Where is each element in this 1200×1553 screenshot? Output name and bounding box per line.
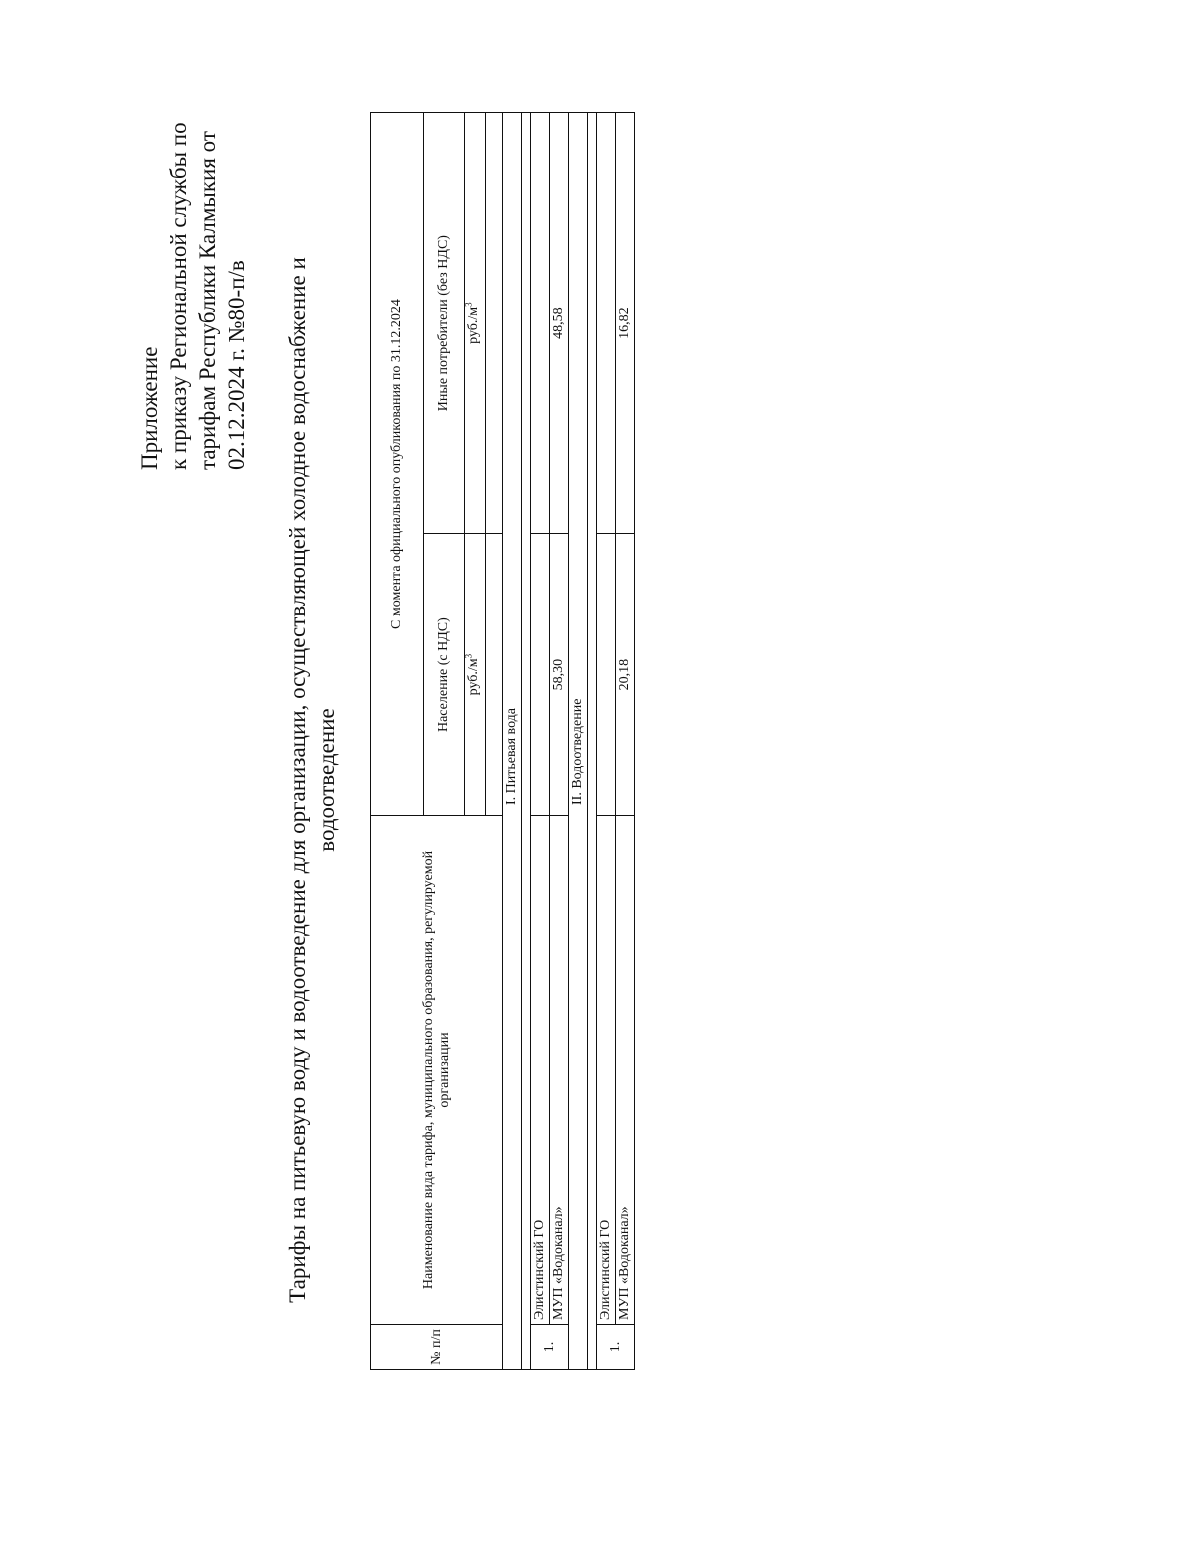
table-row (531, 113, 550, 1370)
header-number: № п/п (371, 1325, 503, 1370)
section-title-text: II. Водоотведение (570, 698, 585, 805)
header-unit (465, 113, 486, 534)
rotated-document-page (135, 90, 695, 1470)
empty-cell (597, 113, 616, 534)
header-unit (465, 534, 486, 816)
section-row (503, 113, 522, 1370)
header-other-consumers: Иные потребители (без НДС) (424, 113, 465, 534)
table-row (616, 113, 635, 1370)
table-row (550, 113, 569, 1370)
spacer-cell (486, 113, 503, 534)
municipality-name: Элистинский ГО (531, 816, 550, 1325)
empty-cell (597, 534, 616, 816)
unit-text: руб./м (466, 306, 481, 344)
header-period: С момента официального опубликования по 31.12.2024 (371, 113, 424, 816)
section-title (503, 113, 522, 1370)
population-tariff: 58,30 (550, 534, 569, 816)
document-title (283, 90, 341, 1470)
unit-superscript: 3 (463, 302, 474, 307)
row-number: 1. (531, 1325, 569, 1370)
organization-name: МУП «Водоканал» (616, 816, 635, 1325)
population-tariff: 20,18 (616, 534, 635, 816)
document-title-line: водоотведение (314, 708, 339, 852)
spacer-cell (522, 113, 531, 1370)
organization-name: МУП «Водоканал» (550, 816, 569, 1325)
appendix-block (135, 90, 251, 470)
spacer-cell (588, 113, 597, 1370)
other-consumers-tariff: 48,58 (550, 113, 569, 534)
table-spacer-row (522, 113, 531, 1370)
header-population: Население (с НДС) (424, 534, 465, 816)
table-header-row (371, 113, 424, 1370)
unit-superscript: 3 (463, 653, 474, 659)
row-number: 1. (597, 1325, 635, 1370)
document-title-line: Тарифы на питьевую воду и водоотведение для организации, осуществляющей холодное водоснабжение и (285, 257, 310, 1303)
table-row (597, 113, 616, 1370)
appendix-line: Приложение (137, 346, 162, 470)
appendix-line: 02.12.2024 г. №80-п/в (224, 260, 249, 470)
appendix-line: к приказу Региональной службы по (166, 122, 191, 470)
empty-cell (531, 534, 550, 816)
empty-cell (531, 113, 550, 534)
municipality-name: Элистинский ГО (597, 816, 616, 1325)
spacer-cell (486, 534, 503, 816)
header-name: Наименование вида тарифа, муниципального образования, регулируемой организации (371, 816, 503, 1325)
section-title-text: I. Питьевая вода (504, 707, 519, 805)
appendix-line: тарифам Республики Калмыкия от (195, 131, 220, 470)
section-row (569, 113, 588, 1370)
tariffs-table (370, 112, 635, 1370)
other-consumers-tariff: 16,82 (616, 113, 635, 534)
section-title (569, 113, 588, 1370)
unit-text: руб./м (466, 658, 481, 696)
table-spacer-row (588, 113, 597, 1370)
